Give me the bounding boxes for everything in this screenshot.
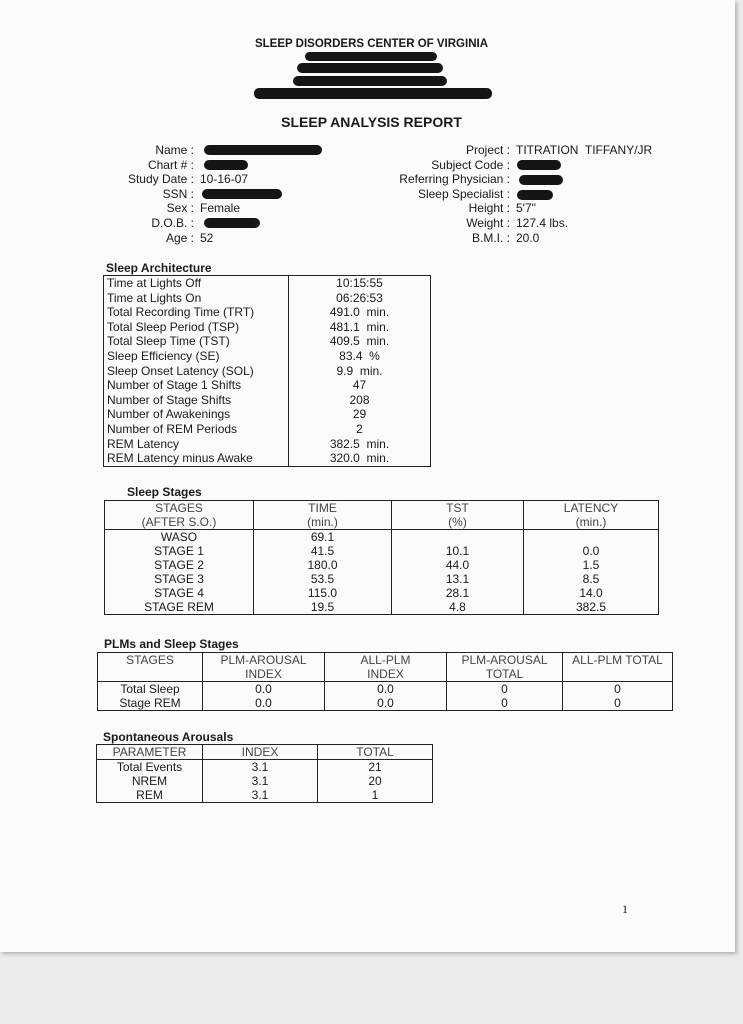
row-value: 409.5 min. <box>329 334 390 349</box>
redacted-address-line-2 <box>297 63 443 73</box>
header-row <box>97 745 433 760</box>
info-row-height <box>380 201 652 216</box>
info-label: Project : <box>465 143 510 157</box>
header-line-2: INDEX <box>367 667 404 681</box>
table-row <box>104 364 431 379</box>
report-title: SLEEP ANALYSIS REPORT <box>281 114 462 130</box>
col-header-total: TOTAL <box>318 745 433 760</box>
cell-latency <box>524 530 659 545</box>
info-label: Sleep Specialist : <box>417 186 510 201</box>
info-label: Chart # : <box>147 157 194 172</box>
info-row-age <box>100 231 248 246</box>
table-row <box>104 393 431 408</box>
cell-value: 0.0 <box>203 682 325 697</box>
table-row <box>97 774 433 788</box>
info-label: Subject Code : <box>431 157 510 172</box>
table-row <box>104 291 431 306</box>
plms-title: PLMs and Sleep Stages <box>104 637 239 651</box>
redacted-address-line-3 <box>293 76 447 86</box>
row-value: 47 <box>352 378 367 393</box>
cell-tst: 13.1 <box>392 572 524 586</box>
info-value: 52 <box>200 230 214 245</box>
row-label: Sleep Efficiency (SE) <box>104 349 289 364</box>
info-value: TITRATION TIFFANY/JR <box>516 143 653 157</box>
table-row <box>105 558 659 572</box>
table-row <box>105 530 659 545</box>
redacted-address-line-1 <box>305 52 437 61</box>
table-row <box>104 305 431 320</box>
header-row <box>98 653 673 682</box>
cell-index: 3.1 <box>203 788 318 803</box>
info-label: D.O.B. : <box>151 215 194 230</box>
row-value: 491.0 min. <box>329 305 390 320</box>
row-value: 208 <box>349 392 370 407</box>
row-label: Total Sleep Period (TSP) <box>104 320 289 335</box>
redacted-name <box>204 145 322 155</box>
header-line-2: TOTAL <box>485 667 524 681</box>
table-row <box>98 696 673 711</box>
info-label: B.M.I. : <box>471 230 510 245</box>
sleep-architecture-table <box>103 275 431 467</box>
cell-time: 115.0 <box>254 586 392 600</box>
row-label: Time at Lights Off <box>104 276 289 291</box>
cell-total: 21 <box>318 760 433 775</box>
col-header-all-plm-total <box>563 653 673 682</box>
col-header-plm-arousal-index <box>203 653 325 682</box>
col-header-all-plm-index <box>325 653 447 682</box>
col-header-stages <box>105 501 254 530</box>
cell-value: 0.0 <box>325 696 447 711</box>
info-value: 5'7" <box>516 201 536 216</box>
row-label: Number of Awakenings <box>104 407 289 422</box>
table-row <box>105 586 659 600</box>
cell-total: 20 <box>318 774 433 788</box>
col-header-index: INDEX <box>203 745 318 760</box>
info-row-study-date <box>100 172 248 187</box>
redacted-sleep-specialist <box>517 190 553 200</box>
table-row <box>104 334 431 349</box>
info-label: Age : <box>165 230 194 245</box>
cell-value: 0 <box>563 682 673 697</box>
cell-tst: 44.0 <box>392 558 524 572</box>
cell-time: 41.5 <box>254 544 392 558</box>
col-header-stages <box>98 653 203 682</box>
row-value: 481.1 min. <box>329 319 390 334</box>
cell-time: 53.5 <box>254 572 392 586</box>
table-row <box>104 407 431 422</box>
sleep-stages-title: Sleep Stages <box>127 485 202 499</box>
cell-latency: 14.0 <box>524 586 659 600</box>
info-value: 10-16-07 <box>200 172 249 187</box>
info-row-bmi <box>380 231 652 246</box>
redacted-phone-line <box>254 88 492 99</box>
cell-stage: STAGE 4 <box>105 586 254 600</box>
header-line-1: ALL-PLM <box>360 653 411 667</box>
info-label: Weight : <box>466 215 510 230</box>
info-label: Referring Physician : <box>399 172 510 187</box>
row-label: Number of REM Periods <box>104 422 289 437</box>
row-value: 382.5 min. <box>329 436 390 451</box>
row-label: REM Latency minus Awake <box>104 451 289 466</box>
cell-latency: 8.5 <box>524 572 659 586</box>
col-header-tst <box>392 501 524 530</box>
cell-latency: 0.0 <box>524 544 659 558</box>
cell-stage: STAGE 2 <box>105 558 254 572</box>
cell-total: 1 <box>318 788 433 803</box>
row-value: 9.9 min. <box>336 363 383 378</box>
cell-latency: 382.5 <box>524 600 659 615</box>
cell-tst: 10.1 <box>392 544 524 558</box>
sleep-architecture-title: Sleep Architecture <box>106 261 212 275</box>
row-value: 320.0 min. <box>329 451 390 466</box>
cell-stage: STAGE REM <box>105 600 254 615</box>
header-line-2: (%) <box>448 515 467 529</box>
cell-tst <box>392 530 524 545</box>
table-row <box>104 437 431 452</box>
header-line-1: STAGES <box>126 653 174 667</box>
col-header-parameter: PARAMETER <box>97 745 203 760</box>
row-value: 2 <box>356 421 363 436</box>
col-header-plm-arousal-total <box>447 653 563 682</box>
cell-tst: 28.1 <box>392 586 524 600</box>
header-line-1: PLM-AROUSAL <box>461 653 548 667</box>
table-row <box>105 572 659 586</box>
table-row <box>104 349 431 364</box>
header-line-1: PLM-AROUSAL <box>220 653 307 667</box>
redacted-chart-number <box>204 160 248 170</box>
cell-value: 0 <box>447 682 563 697</box>
cell-value: 0 <box>447 696 563 711</box>
info-label: Study Date : <box>127 172 194 187</box>
table-row <box>98 682 673 697</box>
redacted-dob <box>204 218 260 228</box>
cell-value: 0.0 <box>325 682 447 697</box>
row-value: 10:15:55 <box>336 276 383 290</box>
cell-index: 3.1 <box>203 774 318 788</box>
plms-table <box>97 652 673 711</box>
center-name: SLEEP DISORDERS CENTER OF VIRGINIA <box>254 38 488 50</box>
cell-value: 0.0 <box>203 696 325 711</box>
info-value: Female <box>200 201 241 216</box>
cell-index: 3.1 <box>203 760 318 775</box>
page-number: 1 <box>622 902 628 916</box>
cell-time: 19.5 <box>254 600 392 615</box>
header-row <box>105 501 659 530</box>
col-header-latency <box>524 501 659 530</box>
info-label: Sex : <box>166 201 194 216</box>
table-row <box>105 544 659 558</box>
row-label: Number of Stage Shifts <box>104 393 289 408</box>
table-row <box>97 760 433 775</box>
table-row <box>104 320 431 335</box>
cell-time: 69.1 <box>254 530 392 545</box>
cell-stage: WASO <box>105 530 254 545</box>
redacted-ssn <box>202 189 282 199</box>
cell-stage: Total Sleep <box>98 682 203 697</box>
row-value: 29 <box>352 407 367 422</box>
cell-stage: STAGE 3 <box>105 572 254 586</box>
info-value: 127.4 lbs. <box>516 215 569 230</box>
header-line-1: LATENCY <box>563 501 619 515</box>
header-line-1: TIME <box>308 501 337 515</box>
col-header-time <box>254 501 392 530</box>
info-value: 20.0 <box>516 230 540 245</box>
cell-value: 0 <box>563 696 673 711</box>
arousals-table <box>96 744 433 803</box>
row-value: 06:26:53 <box>336 290 383 305</box>
arousals-title: Spontaneous Arousals <box>103 730 234 744</box>
table-row <box>104 378 431 393</box>
info-label: Name : <box>155 143 194 157</box>
cell-tst: 4.8 <box>392 600 524 615</box>
header-line-1: TST <box>446 501 469 515</box>
row-value: 83.4 % <box>339 348 380 363</box>
cell-parameter: NREM <box>97 774 203 788</box>
cell-stage: STAGE 1 <box>105 544 254 558</box>
table-row <box>104 422 431 437</box>
table-row <box>105 600 659 615</box>
sleep-stages-table <box>104 500 659 615</box>
table-row <box>104 276 431 291</box>
table-row <box>104 451 431 466</box>
header-line-1: ALL-PLM TOTAL <box>572 653 663 667</box>
info-row-referring-physician <box>380 172 652 187</box>
info-label: Height : <box>468 201 510 216</box>
row-label: Total Sleep Time (TST) <box>104 334 289 349</box>
info-label: SSN : <box>162 186 194 201</box>
row-label: Number of Stage 1 Shifts <box>104 378 289 393</box>
redacted-referring-physician <box>519 175 563 185</box>
redacted-subject-code <box>517 160 561 170</box>
cell-stage: Stage REM <box>98 696 203 711</box>
row-label: Sleep Onset Latency (SOL) <box>104 364 289 379</box>
header-line-2: (min.) <box>575 515 607 529</box>
row-label: REM Latency <box>104 437 289 452</box>
info-row-sex <box>100 201 248 216</box>
header-line-2: (AFTER S.O.) <box>141 515 217 529</box>
header-line-1: STAGES <box>155 501 203 515</box>
row-label: Time at Lights On <box>104 291 289 306</box>
table-row <box>97 788 433 803</box>
cell-parameter: REM <box>97 788 203 803</box>
info-row-weight <box>380 216 652 231</box>
header-line-2: INDEX <box>245 667 282 681</box>
cell-time: 180.0 <box>254 558 392 572</box>
info-row-project <box>380 143 652 158</box>
cell-parameter: Total Events <box>97 760 203 775</box>
cell-latency: 1.5 <box>524 558 659 572</box>
row-label: Total Recording Time (TRT) <box>104 305 289 320</box>
header-line-2: (min.) <box>307 515 338 529</box>
